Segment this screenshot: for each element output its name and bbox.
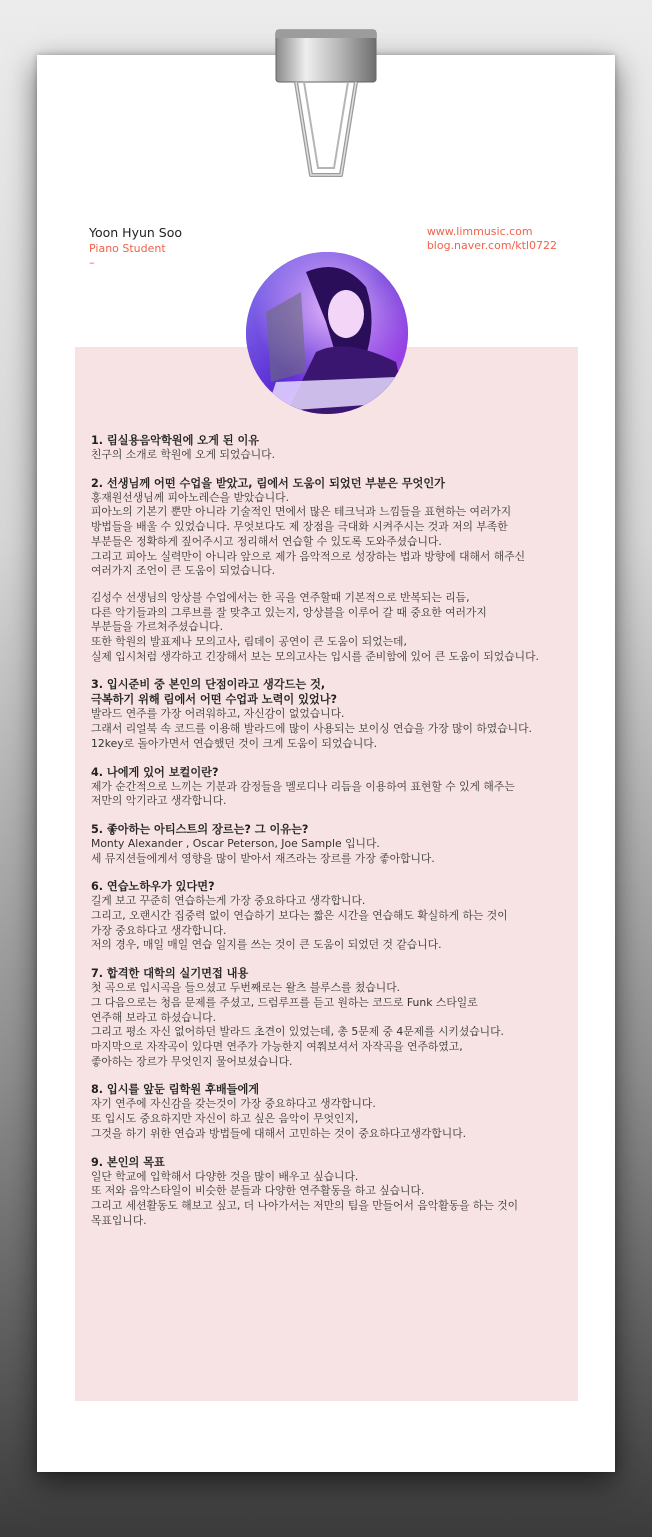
answer-line: 또 입시도 중요하지만 자신이 하고 싶은 음악이 무엇인지, bbox=[91, 1112, 359, 1126]
answer-line: 저의 경우, 매일 매일 연습 일지를 쓰는 것이 큰 도움이 되었던 것 같습니다. bbox=[91, 938, 442, 952]
contact-links bbox=[427, 225, 557, 253]
answer-line: 가장 중요하다고 생각합니다. bbox=[91, 923, 227, 937]
qa-section bbox=[91, 1155, 581, 1229]
interview-content bbox=[91, 433, 581, 1241]
answer-line: 세 뮤지션들에게서 영향을 많이 받아서 재즈라는 장르를 가장 좋아합니다. bbox=[91, 851, 435, 865]
question-heading: 1. 림실용음악학원에 오게 된 이유 bbox=[91, 434, 260, 447]
question-heading: 7. 합격한 대학의 실기면접 내용 bbox=[91, 967, 249, 981]
binder-clip-icon bbox=[266, 0, 386, 200]
answer-line: 친구의 소개로 학원에 오게 되었습니다. bbox=[91, 448, 276, 461]
answer-line: 발라드 연주를 가장 어려워하고, 자신감이 없었습니다. bbox=[91, 707, 345, 721]
answer-line: 부분들을 가르쳐주셨습니다. bbox=[91, 620, 224, 634]
profile-header bbox=[89, 225, 182, 269]
answer-line: 그래서 리얼북 속 코드를 이용해 발라드에 많이 사용되는 보이싱 연습을 가장 많이 하였습니다. bbox=[91, 722, 532, 736]
answer-line: 그 다음으로는 청음 문제를 주셨고, 드럼루프를 듣고 원하는 코드로 Funk 스타일로 bbox=[91, 995, 478, 1009]
answer-line: 여러가지 조언이 큰 도움이 되었습니다. bbox=[91, 564, 276, 578]
qa-section bbox=[91, 765, 581, 809]
question-heading: 2. 선생님께 어떤 수업을 받았고, 림에서 도움이 되었던 부분은 무엇인가 bbox=[91, 476, 445, 490]
qa-section bbox=[91, 433, 581, 463]
qa-section bbox=[91, 1082, 581, 1141]
qa-section bbox=[91, 966, 581, 1069]
answer-line: 그리고, 오랜시간 집중력 없이 연습하기 보다는 짧은 시간을 연습해도 확실하게 하는 것이 bbox=[91, 909, 508, 923]
answer-line: 12key로 돌아가면서 연습했던 것이 크게 도움이 되었습니다. bbox=[91, 736, 378, 750]
question-heading: 8. 입시를 앞둔 림학원 후배들에게 bbox=[91, 1083, 260, 1097]
qa-section bbox=[91, 879, 581, 953]
qa-section bbox=[91, 822, 581, 866]
student-name: Yoon Hyun Soo bbox=[89, 225, 183, 240]
qa-section bbox=[91, 677, 581, 751]
question-heading: 6. 연습노하우가 있다면? bbox=[91, 880, 215, 894]
answer-line: 또 저와 음악스타일이 비슷한 분들과 다양한 연주활동을 하고 싶습니다. bbox=[91, 1184, 425, 1198]
answer-line: 일단 학교에 입학해서 다양한 것을 많이 배우고 싶습니다. bbox=[91, 1169, 359, 1183]
paragraph-gap bbox=[91, 579, 581, 591]
answer-line: 다른 악기들과의 그루브를 잘 맞추고 있는지, 앙상블을 이루어 갈 때 중요한 여러가지 bbox=[91, 605, 487, 619]
answer-line: 마지막으로 자작곡이 있다면 연주가 가능한지 여쭤보셔서 자작곡을 연주하였고, bbox=[91, 1039, 463, 1053]
question-heading: 4. 나에게 있어 보컬이란? bbox=[91, 765, 219, 779]
answer-line: 저만의 악기라고 생각합니다. bbox=[91, 794, 227, 808]
answer-line: 방법들을 배울 수 있었습니다. 무엇보다도 제 장점을 극대화 시켜주시는 것과 저의 부족한 bbox=[91, 520, 508, 534]
answer-line: 홍재원선생님께 피아노레슨을 받았습니다. bbox=[91, 490, 290, 504]
answer-line: 피아노의 기본기 뿐만 아니라 기술적인 면에서 많은 테크닉과 느낌들을 표현하는 여러가지 bbox=[91, 505, 512, 519]
answer-line: 첫 곡으로 입시곡을 들으셨고 두번째로는 왈츠 블루스를 쳤습니다. bbox=[91, 981, 401, 995]
accent-dash: – bbox=[89, 256, 95, 269]
answer-line: 김성수 선생님의 앙상블 수업에서는 한 곡을 연주할때 기본적으로 반복되는 리듬, bbox=[91, 590, 470, 604]
question-heading: 3. 입시준비 중 본인의 단점이라고 생각드는 것, 극복하기 위해 림에서 어떤 수업과 노력이 있었나? bbox=[91, 678, 338, 707]
student-photo-icon bbox=[246, 252, 408, 414]
answer-line: 목표입니다. bbox=[91, 1213, 147, 1227]
answer-line: 실제 입시처럼 생각하고 긴장해서 보는 모의고사는 입시를 준비함에 있어 큰 도움이 되었습니다. bbox=[91, 649, 539, 663]
website-link[interactable]: www.limmusic.com bbox=[426, 225, 533, 238]
answer-line: 자기 연주에 자신감을 갖는것이 가장 중요하다고 생각합니다. bbox=[91, 1097, 376, 1111]
question-heading: 9. 본인의 목표 bbox=[91, 1155, 165, 1169]
answer-line: 그리고 평소 자신 없어하던 발라드 초견이 있었는데, 총 5문제 중 4문제를 시키셨습니다. bbox=[91, 1025, 504, 1039]
answer-line: 그리고 피아노 실력만이 아니라 앞으로 제가 음악적으로 성장하는 법과 방향에 대해서 해주신 bbox=[91, 549, 526, 563]
question-heading: 5. 좋아하는 아티스트의 장르는? 그 이유는? bbox=[91, 822, 309, 836]
blog-link[interactable]: blog.naver.com/ktl0722 bbox=[426, 239, 557, 252]
qa-section bbox=[91, 476, 581, 665]
student-role: Piano Student bbox=[89, 242, 166, 255]
answer-line: 좋아하는 장르가 무엇인지 물어보셨습니다. bbox=[91, 1054, 293, 1068]
answer-line: Monty Alexander , Oscar Peterson, Joe Sample 입니다. bbox=[91, 836, 380, 850]
answer-line: 제가 순간적으로 느끼는 기분과 감정들을 멜로디나 리듬을 이용하여 표현할 수 있게 해주는 bbox=[91, 779, 515, 793]
answer-line: 연주해 보라고 하셨습니다. bbox=[91, 1010, 217, 1024]
answer-line: 부분들은 정확하게 짚어주시고 정리해서 연습할 수 있도록 도와주셨습니다. bbox=[91, 534, 442, 548]
answer-line: 또한 학원의 발표제나 모의고사, 림데이 공연이 큰 도움이 되었는데, bbox=[91, 635, 407, 649]
answer-line: 그것을 하기 위한 연습과 방법들에 대해서 고민하는 것이 중요하다고생각합니다. bbox=[91, 1126, 467, 1140]
answer-line: 그리고 세션활동도 해보고 싶고, 더 나아가서는 저만의 팀을 만들어서 음악활동을 하는 것이 bbox=[91, 1198, 519, 1212]
answer-line: 길게 보고 꾸준히 연습하는게 가장 중요하다고 생각합니다. bbox=[91, 894, 366, 908]
